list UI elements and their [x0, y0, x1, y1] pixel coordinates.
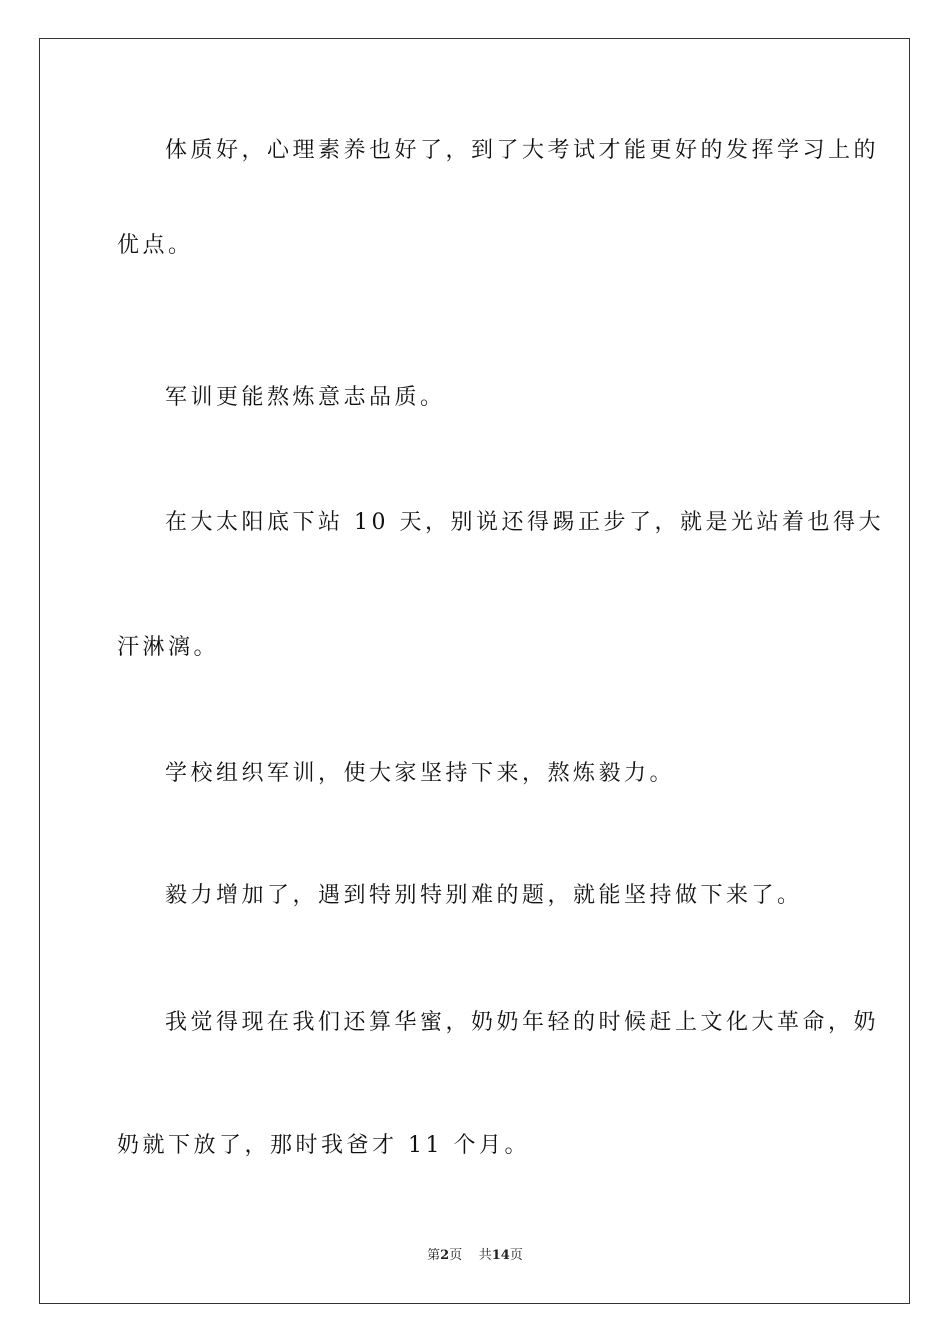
paragraph-line-4: 在大太阳底下站 10 天，别说还得踢正步了，就是光站着也得大 — [165, 510, 884, 535]
paragraph-line-2: 优点。 — [117, 233, 194, 258]
footer-total-suffix: 页 — [509, 1248, 523, 1263]
footer-page-prefix: 第 — [427, 1248, 441, 1263]
footer-total-pages: 14 — [491, 1248, 510, 1263]
page-frame — [39, 38, 910, 1304]
paragraph-line-6: 学校组织军训，使大家坚持下来，熬炼毅力。 — [165, 761, 676, 786]
footer-page-number: 2 — [440, 1248, 450, 1263]
paragraph-line-8: 我觉得现在我们还算华蜜，奶奶年轻的时候赶上文化大革命，奶 — [165, 1010, 880, 1035]
paragraph-line-1: 体质好，心理素养也好了，到了大考试才能更好的发挥学习上的 — [165, 138, 880, 163]
paragraph-line-5: 汗淋漓。 — [117, 635, 220, 660]
page-footer — [0, 1247, 950, 1265]
paragraph-line-3: 军训更能熬炼意志品质。 — [165, 385, 446, 410]
paragraph-line-9: 奶就下放了，那时我爸才 11 个月。 — [117, 1133, 530, 1158]
paragraph-line-7: 毅力增加了，遇到特别特别难的题，就能坚持做下来了。 — [165, 883, 803, 908]
footer-total-prefix: 共 — [478, 1248, 492, 1263]
footer-page-suffix: 页 — [449, 1248, 463, 1263]
